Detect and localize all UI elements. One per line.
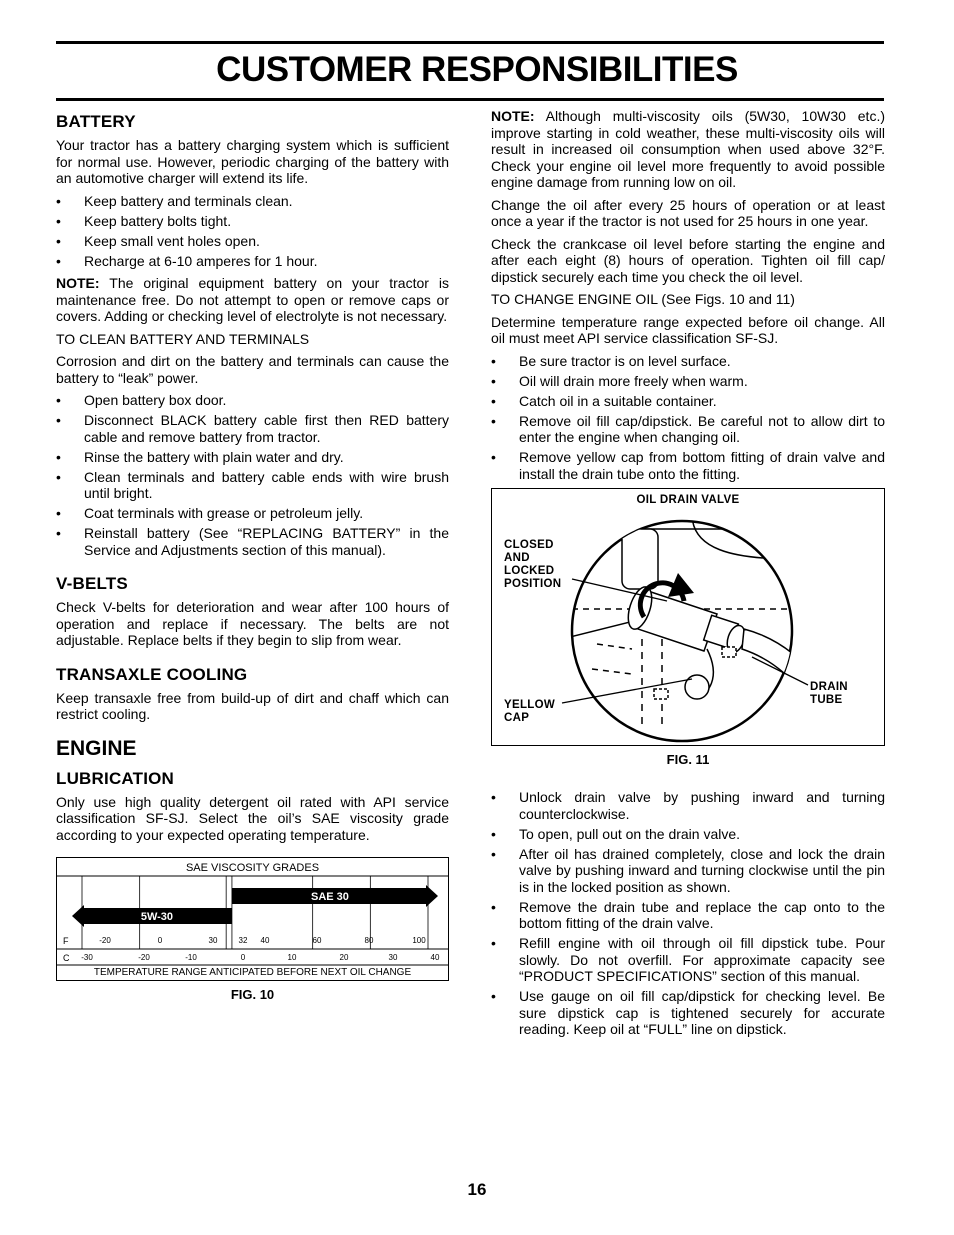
list-item: • Open battery box door. [56,392,449,409]
c-tick-label: -30 [81,953,93,962]
transaxle-text: Keep transaxle free from build-up of dirt and chaff which can restrict cooling. [56,689,449,722]
engine-heading: ENGINE [56,736,137,760]
change-oil-bullets-2 [491,789,885,1038]
change-oil-bullets-1 [491,353,885,483]
f-scale-label: F [63,936,69,946]
c-scale-label: C [63,953,70,963]
closed-locked-label: CLOSED AND LOCKED POSITION [504,539,562,590]
fig11-caption: FIG. 11 [666,752,710,767]
clean-intro: Corrosion and dirt on the battery and terminals can cause the battery to “leak” power. [56,353,449,386]
fig11-title: OIL DRAIN VALVE [636,494,740,506]
c-tick-label: 0 [240,953,246,962]
c-tick-label: 10 [287,953,297,962]
list-item: • Keep battery bolts tight. [56,213,449,230]
vbelts-heading: V-BELTS [56,574,128,593]
yellow-cap-label: YELLOW CAP [504,699,555,724]
clean-heading: TO CLEAN BATTERY AND TERMINALS [56,330,310,347]
viscosity-chart-svg [57,858,448,980]
list-item: • After oil has drained completely, close and lock the drain valve by pushing inward and turning clockwise until the pin is in the locked position as shown. [491,846,885,896]
drain-tube-label: DRAIN TUBE [810,681,848,706]
list-item: • Keep small vent holes open. [56,233,449,250]
list-item: • Use gauge on oil fill cap/dipstick for checking level. Be sure dipstick cap is tightened securely for accurate reading. Keep oil at “FULL” line on dipstick. [491,988,885,1038]
list-item: • Reinstall battery (See “REPLACING BATTERY” in the Service and Adjustments section of this manual). [56,525,449,558]
top-rule [56,41,884,44]
c-tick-label: -20 [138,953,150,962]
oil-note [491,108,885,191]
f-tick-label: 0 [157,936,163,945]
oil-change-interval: Change the oil after every 25 hours of operation or at least once a year if the tractor is not used for 25 hours in one year. [491,196,885,229]
title-underline [56,98,884,101]
f-tick-label: 32 [238,936,248,945]
list-item: • Remove the drain tube and replace the cap onto to the bottom fitting of the drain valve. [491,899,885,932]
list-item: • Remove oil fill cap/dipstick. Be careful not to allow dirt to enter the engine when changing oil. [491,413,885,446]
list-item: • Refill engine with oil through oil fill dipstick tube. Pour slowly. Do not overfill. For approximate capacity see “PRODUCT SPECIFICATIONS” section of this manual. [491,935,885,985]
f-tick-label: 60 [312,936,322,945]
c-tick-label: 30 [388,953,398,962]
lubrication-text: Only use high quality detergent oil rated with API service classification SF-SJ. Select the oil’s SAE viscosity grade according to your expected operating temperature. [56,793,449,843]
list-item: • Rinse the battery with plain water and dry. [56,449,449,466]
right-column [491,108,885,1044]
list-item: • Clean terminals and battery cable ends with wire brush until bright. [56,469,449,502]
chart-title: SAE VISCOSITY GRADES [185,862,320,874]
c-tick-label: 20 [339,953,349,962]
fig10-caption: FIG. 10 [230,987,275,1002]
note-label: NOTE: [56,275,100,291]
list-item: • Disconnect BLACK battery cable first then RED battery cable and remove battery from tractor. [56,412,449,445]
f-tick-label: 80 [364,936,374,945]
list-item: • Remove yellow cap from bottom fitting of drain valve and install the drain tube onto the fitting. [491,449,885,482]
vbelts-text: Check V-belts for deterioration and wear after 100 hours of operation and replace if necessary. The belts are not adjustable. Replace belts if they begin to slip from wear. [56,599,449,648]
battery-note [56,275,449,325]
bar-label: SAE 30 [311,891,349,903]
battery-intro: Your tractor has a battery charging system which is sufficient for normal use. However, periodic charging of the battery with an automotive charger will extend its life. [56,137,449,186]
page-title: CUSTOMER RESPONSIBILITIES [216,50,738,89]
f-tick-label: 40 [260,936,270,945]
list-item: • To open, pull out on the drain valve. [491,826,885,843]
c-tick-label: 40 [430,953,440,962]
list-item: • Be sure tractor is on level surface. [491,353,885,370]
left-column [56,108,449,1002]
list-item: • Unlock drain valve by pushing inward and turning counterclockwise. [491,789,885,822]
c-tick-label: -10 [185,953,197,962]
drain-valve-illustration [492,489,884,745]
list-item: • Coat terminals with grease or petroleum jelly. [56,505,449,522]
lubrication-heading: LUBRICATION [56,768,175,788]
note-text: The original equipment battery on your tractor is maintenance free. Do not attempt to open or remove caps or covers. Adding or checking level of electrolyte is not necessary. [56,275,449,324]
chart-footer: TEMPERATURE RANGE ANTICIPATED BEFORE NEXT OIL CHANGE [93,967,412,978]
list-item: • Catch oil in a suitable container. [491,393,885,410]
oil-drain-valve-figure [491,488,885,746]
change-oil-heading: TO CHANGE ENGINE OIL (See Figs. 10 and 11) [491,291,795,307]
clean-bullets [56,392,449,558]
note-label: NOTE: [491,108,535,124]
list-item: • Recharge at 6-10 amperes for 1 hour. [56,253,449,270]
f-tick-label: 30 [208,936,218,945]
battery-heading: BATTERY [56,112,136,131]
temperature-note: Determine temperature range expected before oil change. All oil must meet API service classification SF-SJ. [491,313,885,346]
transaxle-heading: TRANSAXLE COOLING [56,664,248,684]
battery-bullets [56,193,449,270]
note-text: Although multi-viscosity oils (5W30, 10W30 etc.) improve starting in cold weather, these multi-viscosity oils will result in increased oil consumption when used above 32°F. Check your engine oil level more frequently to avoid possible engine damage from running low on oil. [491,108,885,190]
oil-level-check: Check the crankcase oil level before starting the engine and after each eight (8) hours of operation. Tighten oil fill cap/ dipstick securely each time you check the oil level. [491,235,885,285]
list-item: • Oil will drain more freely when warm. [491,373,885,390]
f-tick-label: 100 [412,936,426,945]
page-number: 16 [467,1180,487,1199]
viscosity-chart [56,857,449,981]
bar-label: 5W-30 [140,911,174,923]
f-tick-label: -20 [99,936,111,945]
list-item: • Keep battery and terminals clean. [56,193,449,210]
